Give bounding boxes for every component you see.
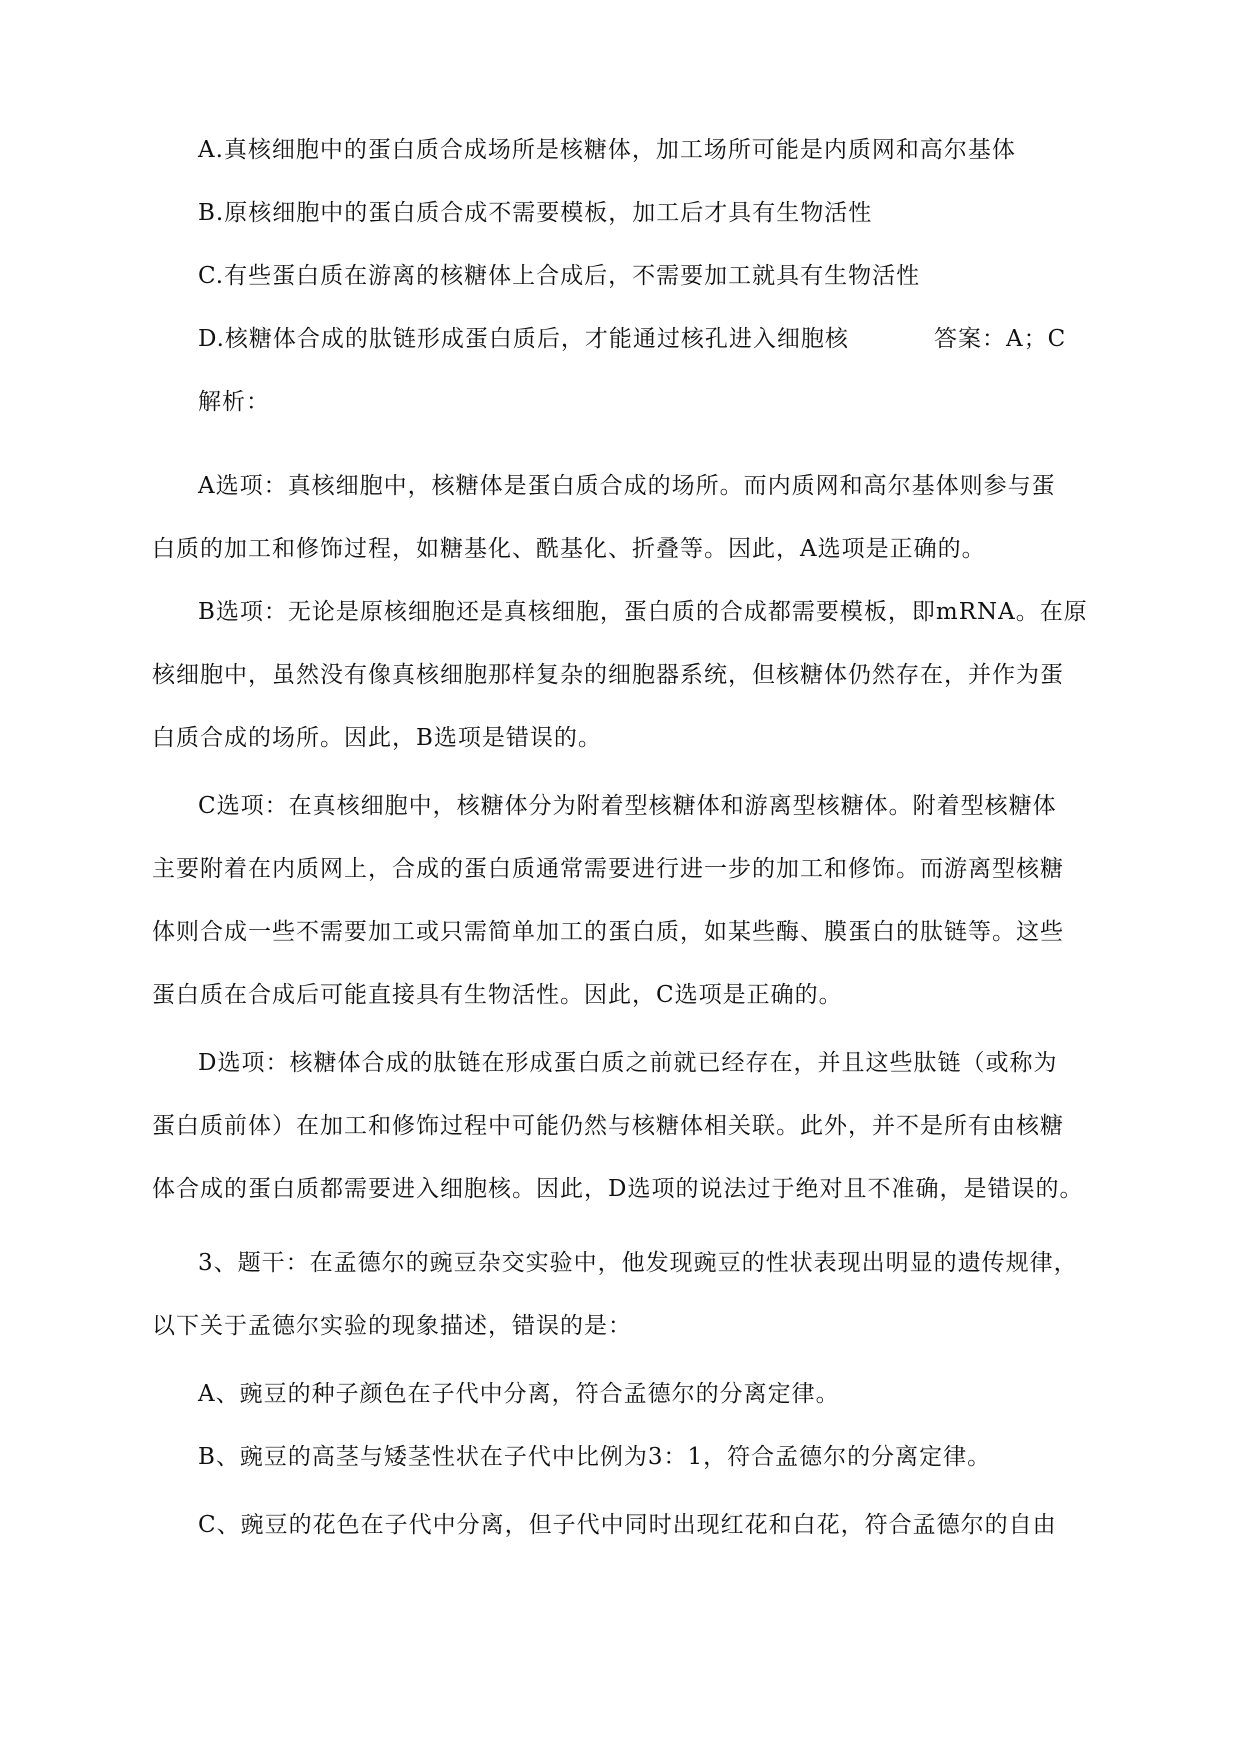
analysis-c-line-1: C选项：在真核细胞中，核糖体分为附着型核糖体和游离型核糖体。附着型核糖体 bbox=[198, 793, 1057, 819]
question-3-option-a: A、豌豆的种子颜色在子代中分离，符合孟德尔的分离定律。 bbox=[198, 1381, 840, 1407]
question-3-option-b: B、豌豆的高茎与矮茎性状在子代中比例为3：1，符合孟德尔的分离定律。 bbox=[198, 1444, 992, 1470]
answer-text: 答案：A；C bbox=[934, 326, 1067, 352]
option-a-line: A.真核细胞中的蛋白质合成场所是核糖体，加工场所可能是内质网和高尔基体 bbox=[198, 137, 1016, 163]
analysis-a-line-2: 白质的加工和修饰过程，如糖基化、酰基化、折叠等。因此，A选项是正确的。 bbox=[152, 536, 986, 562]
option-c-line: C.有些蛋白质在游离的核糖体上合成后，不需要加工就具有生物活性 bbox=[198, 263, 921, 289]
analysis-b-line-3: 白质合成的场所。因此，B选项是错误的。 bbox=[152, 725, 602, 751]
question-3-stem-line-2: 以下关于孟德尔实验的现象描述，错误的是： bbox=[152, 1313, 632, 1339]
analysis-b-line-2: 核细胞中，虽然没有像真核细胞那样复杂的细胞器系统，但核糖体仍然存在，并作为蛋 bbox=[152, 662, 1064, 688]
analysis-d-line-2: 蛋白质前体）在加工和修饰过程中可能仍然与核糖体相关联。此外，并不是所有由核糖 bbox=[152, 1113, 1064, 1139]
analysis-a-line-1: A选项：真核细胞中，核糖体是蛋白质合成的场所。而内质网和高尔基体则参与蛋 bbox=[198, 473, 1056, 499]
analysis-c-line-3: 体则合成一些不需要加工或只需简单加工的蛋白质，如某些酶、膜蛋白的肽链等。这些 bbox=[152, 919, 1064, 945]
option-d-line: D.核糖体合成的肽链形成蛋白质后，才能通过核孔进入细胞核 bbox=[198, 326, 849, 352]
analysis-d-line-3: 体合成的蛋白质都需要进入细胞核。因此，D选项的说法过于绝对且不准确，是错误的。 bbox=[152, 1176, 1084, 1202]
question-3-stem-line-1: 3、题干：在孟德尔的豌豆杂交实验中，他发现豌豆的性状表现出明显的遗传规律， bbox=[198, 1250, 1078, 1276]
analysis-d-line-1: D选项：核糖体合成的肽链在形成蛋白质之前就已经存在，并且这些肽链（或称为 bbox=[198, 1050, 1058, 1076]
analysis-c-line-4: 蛋白质在合成后可能直接具有生物活性。因此，C选项是正确的。 bbox=[152, 982, 843, 1008]
analysis-c-line-2: 主要附着在内质网上，合成的蛋白质通常需要进行进一步的加工和修饰。而游离型核糖 bbox=[152, 856, 1064, 882]
question-3-option-c: C、豌豆的花色在子代中分离，但子代中同时出现红花和白花，符合孟德尔的自由 bbox=[198, 1512, 1057, 1538]
analysis-heading: 解析： bbox=[198, 389, 270, 415]
analysis-b-line-1: B选项：无论是原核细胞还是真核细胞，蛋白质的合成都需要模板，即mRNA。在原 bbox=[198, 599, 1088, 625]
option-b-line: B.原核细胞中的蛋白质合成不需要模板，加工后才具有生物活性 bbox=[198, 200, 873, 226]
